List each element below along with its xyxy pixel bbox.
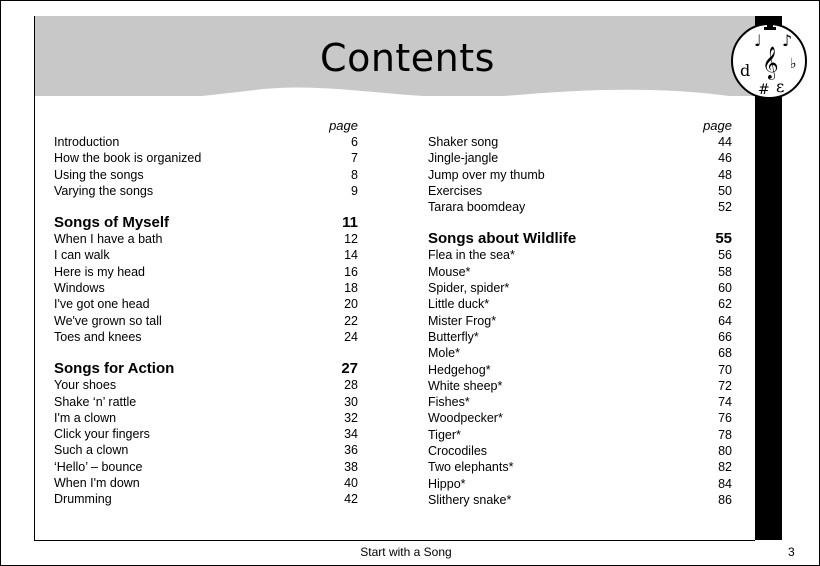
entry-page: 76 — [718, 411, 732, 426]
entry-page: 84 — [718, 476, 732, 491]
toc-entry[interactable] — [428, 394, 732, 410]
toc-entry[interactable] — [54, 150, 358, 166]
toc-entry[interactable] — [428, 280, 732, 296]
toc-entry[interactable] — [54, 459, 358, 475]
entry-page: 70 — [718, 362, 732, 377]
entry-page: 48 — [718, 167, 732, 182]
svg-text:♭: ♭ — [790, 56, 797, 72]
toc-entry[interactable] — [54, 394, 358, 410]
entry-page: 78 — [718, 427, 732, 442]
page-column-label: page — [329, 118, 358, 133]
contents-right-column — [428, 118, 732, 508]
entry-page: 6 — [351, 135, 358, 149]
entry-title: Windows — [54, 281, 105, 296]
toc-entry[interactable] — [428, 199, 732, 215]
entry-page: 30 — [344, 394, 358, 409]
entry-page: 56 — [718, 248, 732, 263]
entry-title: Fishes* — [428, 395, 470, 410]
entry-title: I'm a clown — [54, 410, 117, 425]
entry-title: Two elephants* — [428, 460, 514, 475]
entry-page: 72 — [718, 378, 732, 393]
entry-title: I've got one head — [54, 297, 150, 312]
entry-title: Introduction — [54, 135, 120, 149]
entry-title: Shake ‘n’ rattle — [54, 394, 137, 409]
svg-text:#: # — [758, 82, 770, 98]
entry-title: Crocodiles — [428, 444, 488, 459]
entry-page: 68 — [718, 346, 732, 361]
toc-entry[interactable] — [428, 167, 732, 183]
entry-title: ‘Hello’ – bounce — [54, 459, 143, 474]
page-title: Contents — [320, 36, 495, 80]
entry-page: 60 — [718, 281, 732, 296]
entry-title: Slithery snake* — [428, 492, 512, 507]
toc-entry[interactable] — [54, 231, 358, 247]
toc-entry[interactable] — [54, 410, 358, 426]
toc-entry[interactable] — [54, 280, 358, 296]
entry-title: Flea in the sea* — [428, 248, 515, 263]
entry-title: Mole* — [428, 346, 460, 361]
toc-entry[interactable] — [428, 329, 732, 345]
toc-entry[interactable] — [54, 296, 358, 312]
entry-title: Jump over my thumb — [428, 167, 545, 182]
section-title: Songs of Myself — [54, 214, 170, 232]
entry-title: Drumming — [54, 492, 112, 507]
entry-title: Little duck* — [428, 297, 490, 312]
entry-page: 14 — [344, 248, 358, 263]
entry-page: 62 — [718, 297, 732, 312]
entry-title: Shaker song — [428, 135, 499, 149]
toc-entry[interactable] — [428, 378, 732, 394]
entry-page: 86 — [718, 492, 732, 507]
music-notes-icon — [730, 22, 808, 100]
toc-entry[interactable] — [54, 183, 358, 199]
entry-title: How the book is organized — [54, 151, 202, 166]
toc-entry[interactable] — [428, 247, 732, 263]
toc-entry[interactable] — [54, 247, 358, 263]
entry-title: Spider, spider* — [428, 281, 510, 296]
toc-entry[interactable] — [54, 475, 358, 491]
toc-entry[interactable] — [428, 264, 732, 280]
toc-entry[interactable] — [428, 476, 732, 492]
entry-page: 16 — [344, 264, 358, 279]
toc-entry[interactable] — [54, 442, 358, 458]
toc-entry[interactable] — [428, 183, 732, 199]
entry-title: When I have a bath — [54, 232, 163, 247]
contents-left-column — [54, 118, 358, 508]
entry-title: Butterfly* — [428, 329, 479, 344]
entry-page: 74 — [718, 395, 732, 410]
entry-title: Hedgehog* — [428, 362, 491, 377]
toc-entry[interactable] — [428, 492, 732, 508]
toc-entry[interactable] — [428, 134, 732, 150]
entry-title: Mouse* — [428, 264, 471, 279]
entry-title: Toes and knees — [54, 329, 142, 344]
entry-page: 38 — [344, 459, 358, 474]
entry-page: 34 — [344, 427, 358, 442]
svg-text:ε: ε — [776, 77, 785, 96]
entry-page: 7 — [351, 151, 358, 166]
footer-book-title: Start with a Song — [360, 545, 452, 559]
entry-page: 36 — [344, 443, 358, 458]
toc-entry[interactable] — [428, 362, 732, 378]
section-page: 27 — [341, 360, 358, 378]
section-page: 11 — [342, 214, 358, 232]
entry-title: Click your fingers — [54, 427, 150, 442]
toc-entry[interactable] — [54, 377, 358, 393]
toc-entry[interactable] — [428, 427, 732, 443]
entry-page: 20 — [344, 297, 358, 312]
svg-text:d: d — [740, 61, 751, 80]
page-column-label: page — [703, 118, 732, 133]
entry-page: 42 — [344, 492, 358, 507]
section-heading[interactable] — [54, 360, 358, 377]
entry-page: 82 — [718, 460, 732, 475]
entry-title: When I'm down — [54, 476, 140, 491]
entry-page: 64 — [718, 313, 732, 328]
entry-title: Using the songs — [54, 167, 144, 182]
toc-entry[interactable] — [54, 134, 358, 150]
toc-entry[interactable] — [428, 313, 732, 329]
entry-page: 58 — [718, 264, 732, 279]
entry-page: 28 — [344, 378, 358, 393]
toc-entry[interactable] — [428, 410, 732, 426]
toc-entry[interactable] — [428, 296, 732, 312]
svg-text:𝄞: 𝄞 — [762, 46, 779, 79]
entry-page: 8 — [351, 167, 358, 182]
entry-title: Varying the songs — [54, 183, 154, 198]
entry-page: 40 — [344, 476, 358, 491]
toc-entry[interactable] — [54, 264, 358, 280]
entry-page: 80 — [718, 444, 732, 459]
section-page: 55 — [715, 230, 732, 248]
entry-title: Tarara boomdeay — [428, 200, 526, 215]
entry-page: 44 — [718, 135, 732, 149]
entry-page: 24 — [344, 329, 358, 344]
toc-entry[interactable] — [54, 491, 358, 507]
entry-page: 66 — [718, 329, 732, 344]
section-title: Songs about Wildlife — [428, 230, 577, 248]
toc-entry[interactable] — [54, 329, 358, 345]
toc-entry[interactable] — [428, 345, 732, 361]
toc-entry[interactable] — [54, 426, 358, 442]
entry-title: Exercises — [428, 183, 483, 198]
entry-page: 46 — [718, 151, 732, 166]
entry-title: White sheep* — [428, 378, 503, 393]
entry-title: Jingle-jangle — [428, 151, 499, 166]
toc-entry[interactable] — [54, 313, 358, 329]
footer-page-number: 3 — [788, 545, 795, 559]
entry-title: We've grown so tall — [54, 313, 162, 328]
entry-title: Your shoes — [54, 378, 117, 393]
section-title: Songs for Action — [54, 360, 175, 378]
section-heading[interactable] — [428, 230, 732, 247]
entry-title: Such a clown — [54, 443, 129, 458]
entry-page: 50 — [718, 183, 732, 198]
entry-page: 18 — [344, 281, 358, 296]
svg-text:♩: ♩ — [754, 31, 762, 50]
svg-text:♪: ♪ — [782, 31, 793, 50]
entry-page: 22 — [344, 313, 358, 328]
entry-page: 9 — [351, 183, 358, 198]
toc-entry[interactable] — [428, 443, 732, 459]
entry-page: 12 — [344, 232, 358, 247]
entry-title: Woodpecker* — [428, 411, 503, 426]
entry-title: Tiger* — [428, 427, 461, 442]
toc-entry[interactable] — [428, 459, 732, 475]
toc-entry[interactable] — [54, 167, 358, 183]
section-heading[interactable] — [54, 214, 358, 231]
entry-title: Here is my head — [54, 264, 146, 279]
entry-title: I can walk — [54, 248, 110, 263]
entry-title: Mister Frog* — [428, 313, 497, 328]
entry-page: 52 — [718, 200, 732, 215]
entry-title: Hippo* — [428, 476, 466, 491]
entry-page: 32 — [344, 410, 358, 425]
toc-entry[interactable] — [428, 150, 732, 166]
